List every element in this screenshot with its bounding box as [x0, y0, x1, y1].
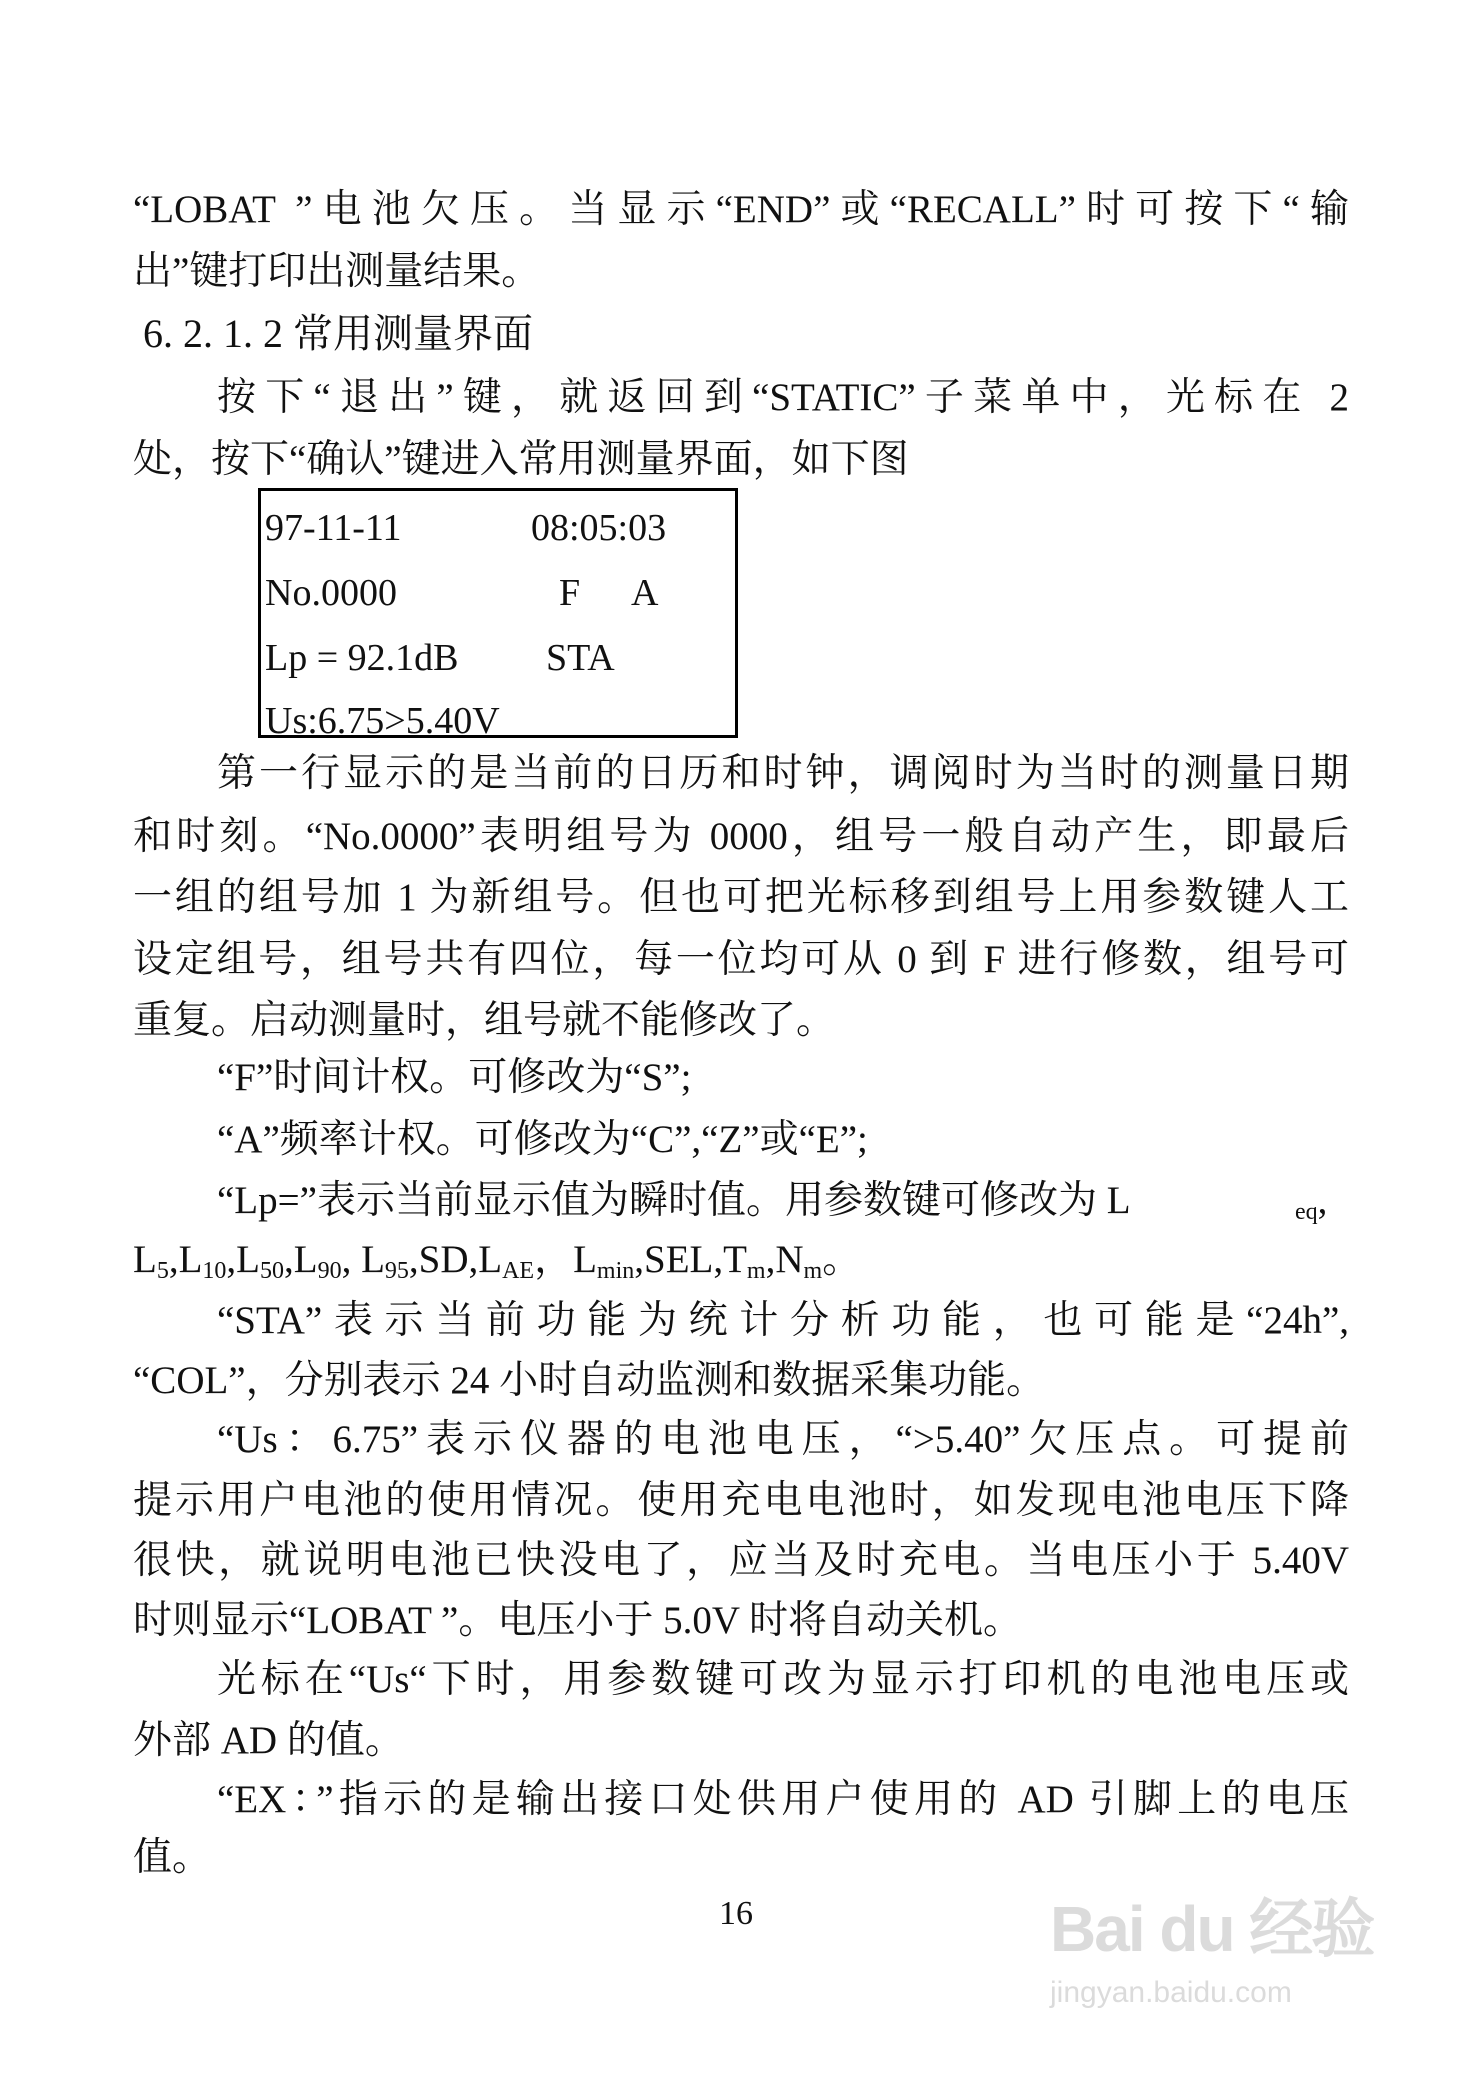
watermark-url: jingyan.baidu.com [1050, 1976, 1292, 2009]
text-line: 按下“退出”键，就返回到“STATIC”子菜单中，光标在 2 [217, 376, 1349, 419]
parameter-text: ,SEL,T [634, 1238, 747, 1281]
parameter-text: ,L [226, 1238, 260, 1281]
subscript: eq [1295, 1199, 1318, 1225]
parameter-subscript: min [596, 1258, 635, 1284]
watermark-logo: Bai du 经验 [1050, 1893, 1374, 1965]
parameter-text: ,L [168, 1238, 203, 1281]
lcd-time: 08:05:03 [531, 507, 667, 549]
parameter-text: 。 [822, 1238, 862, 1281]
text-line: 光标在“Us“下时，用参数键可改为显示打印机的电池电压或 [217, 1658, 1349, 1701]
parameter-text: ,SD,L [408, 1238, 503, 1281]
parameter-subscript: 5 [156, 1258, 169, 1284]
lcd-frequency-weighting: A [631, 572, 659, 614]
parameter-text: ,N [765, 1238, 804, 1281]
parameter-subscript: 50 [259, 1258, 284, 1284]
text-line: 很快，就说明电池已快没电了，应当及时充电。当电压小于 5.40V [133, 1539, 1349, 1582]
section-heading: 6. 2. 1. 2 常用测量界面 [143, 311, 533, 356]
lcd-time-weighting: F [559, 572, 581, 614]
parameter-text: L [133, 1238, 157, 1281]
text-line: “F”时间计权。可修改为“S”; [217, 1056, 692, 1099]
text-line: “STA”表示当前功能为统计分析功能，也可能是“24h”, [217, 1299, 1349, 1342]
lcd-group-number: No.0000 [265, 572, 397, 614]
text-line: 时则显示“LOBAT ”。电压小于 5.0V 时将自动关机。 [133, 1599, 1023, 1642]
parameter-text: ,L [283, 1238, 318, 1281]
parameter-subscript: 95 [384, 1258, 409, 1284]
parameter-subscript: AE [502, 1258, 535, 1284]
parameter-subscript: 10 [202, 1258, 227, 1284]
parameter-subscript: 90 [317, 1258, 342, 1284]
lcd-date: 97-11-11 [265, 507, 402, 549]
lcd-level: Lp = 92.1dB [265, 637, 459, 679]
text-line: “Us：6.75”表示仪器的电池电压，“>5.40”欠压点。可提前 [217, 1418, 1349, 1461]
text-line: 和时刻。“No.0000”表明组号为 0000，组号一般自动产生，即最后 [133, 815, 1349, 858]
lcd-voltage: Us:6.75>5.40V [265, 700, 500, 742]
parameter-subscript: m [746, 1258, 766, 1284]
parameter-subscript: m [803, 1258, 823, 1284]
text-line: 重复。启动测量时，组号就不能修改了。 [133, 999, 836, 1042]
text-line: 值。 [133, 1836, 212, 1879]
text-line [217, 1170, 1349, 1231]
page-number: 16 [719, 1895, 753, 1932]
baidu-jingyan-watermark [1050, 1878, 1390, 2018]
leq-symbol: $_{eq}$, [1295, 1179, 1328, 1225]
text-segment: “Lp=”表示当前显示值为瞬时值。用参数键可修改为 L [217, 1179, 1131, 1222]
parameter-list-line [133, 1229, 1349, 1290]
text-line: “A”频率计权。可修改为“C”,“Z”或“E”; [217, 1118, 868, 1161]
text-line: 出”键打印出测量结果。 [133, 250, 541, 293]
parameter-text: ，L [534, 1238, 597, 1281]
text-line: 处，按下“确认”键进入常用测量界面，如下图 [133, 438, 909, 481]
parameter-text: , L [341, 1238, 385, 1281]
text-line: “COL”，分别表示 24 小时自动监测和数据采集功能。 [133, 1359, 1046, 1402]
text-line: 第一行显示的是当前的日历和时钟，调阅时为当时的测量日期 [217, 752, 1349, 795]
text-line: 提示用户电池的使用情况。使用充电电池时，如发现电池电压下降 [133, 1479, 1349, 1522]
text-line: 一组的组号加 1 为新组号。但也可把光标移到组号上用参数键人工 [133, 876, 1349, 919]
lcd-display-figure [258, 488, 738, 742]
text-line: “LOBAT ”电池欠压。当显示“END”或“RECALL”时可按下“输 [133, 188, 1349, 231]
lcd-function: STA [546, 637, 615, 679]
text-line: 外部 AD 的值。 [133, 1719, 404, 1762]
text-line: “EX：”指示的是输出接口处供用户使用的 AD 引脚上的电压 [217, 1778, 1349, 1821]
text-line: 设定组号，组号共有四位，每一位均可从 0 到 F 进行修数，组号可 [133, 938, 1349, 981]
